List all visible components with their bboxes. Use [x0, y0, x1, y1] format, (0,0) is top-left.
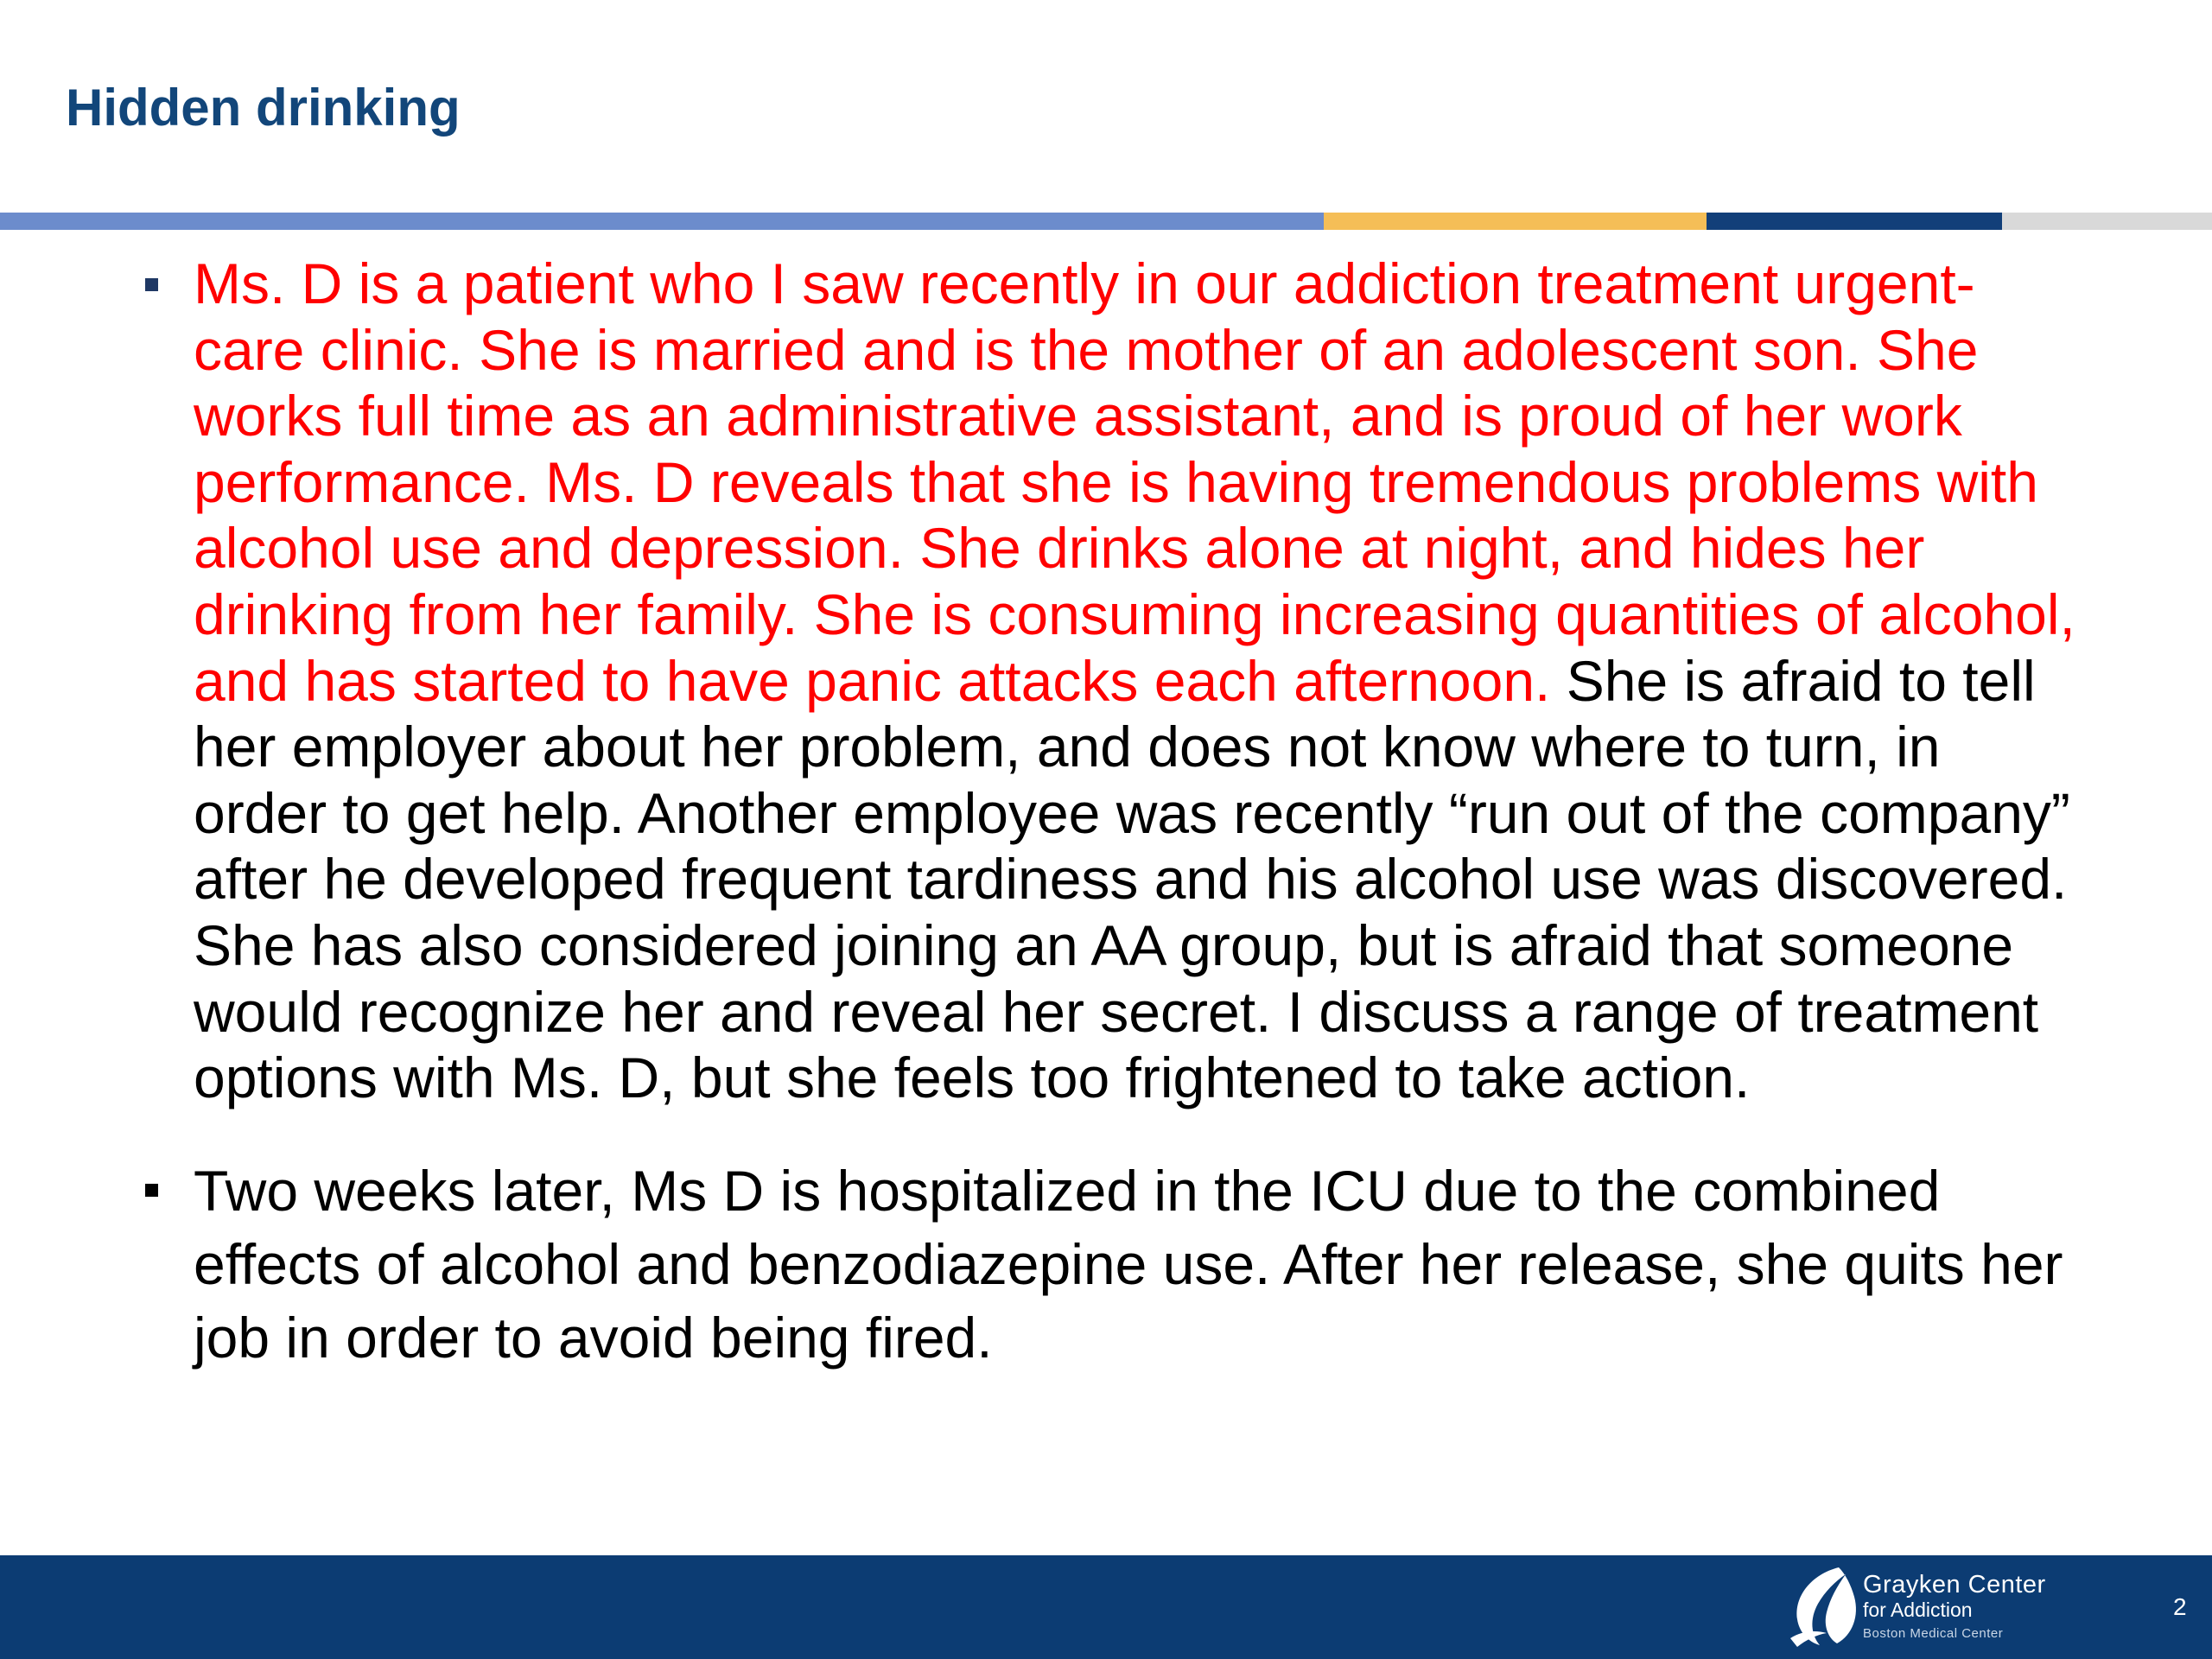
logo-text-line3: Boston Medical Center [1863, 1626, 2004, 1641]
bullet-text-normal: She is afraid to tell her employer about her problem, and does not know where to turn, in order to get help. Another employee was recently “run out of the company” after he developed frequent tardiness and his alcohol use was discovered. She has also considered joining an AA group, but is afraid that someone would recognize her and reveal her secret. I discuss a range of treatment options with Ms. D, but she feels too frightened to take action. [194, 648, 2070, 1110]
logo-text-line2: for Addiction [1863, 1599, 1973, 1621]
grayken-logo [1785, 1562, 2131, 1652]
leaf-logo-icon [1785, 1562, 1863, 1652]
bullet-text-highlighted: Ms. D is a patient who I saw recently in our addiction treatment urgent-care clinic. She is married and is the mother of an adolescent son. She works full time as an administrative assistant, and is proud of her work performance. Ms. D reveals that she is having tremendous problems with alcohol use and depression. She drinks alone at night, and hides her drinking from her family. She is consuming increasing quantities of alcohol, and has started to have panic attacks each afternoon. [194, 251, 2075, 713]
header-rule-gray [2002, 213, 2212, 230]
bullet-item-case [194, 251, 2077, 1111]
header-rule-gold [1324, 213, 1707, 230]
page-number: 2 [2173, 1593, 2187, 1620]
header-rule-navy [1707, 213, 2002, 230]
bullet-marker [145, 1184, 158, 1197]
header-rule-blue [0, 213, 1324, 230]
bullet-list [194, 251, 2077, 1375]
slide-title: Hidden drinking [66, 79, 461, 137]
logo-text-line1: Grayken Center [1863, 1571, 2046, 1599]
bullet-marker [145, 278, 158, 291]
bullet-item-outcome [194, 1154, 2077, 1375]
bullet-text: Two weeks later, Ms D is hospitalized in the ICU due to the combined effects of alcohol and benzodiazepine use. After her release, she quits her job in order to avoid being fired. [194, 1158, 2063, 1370]
